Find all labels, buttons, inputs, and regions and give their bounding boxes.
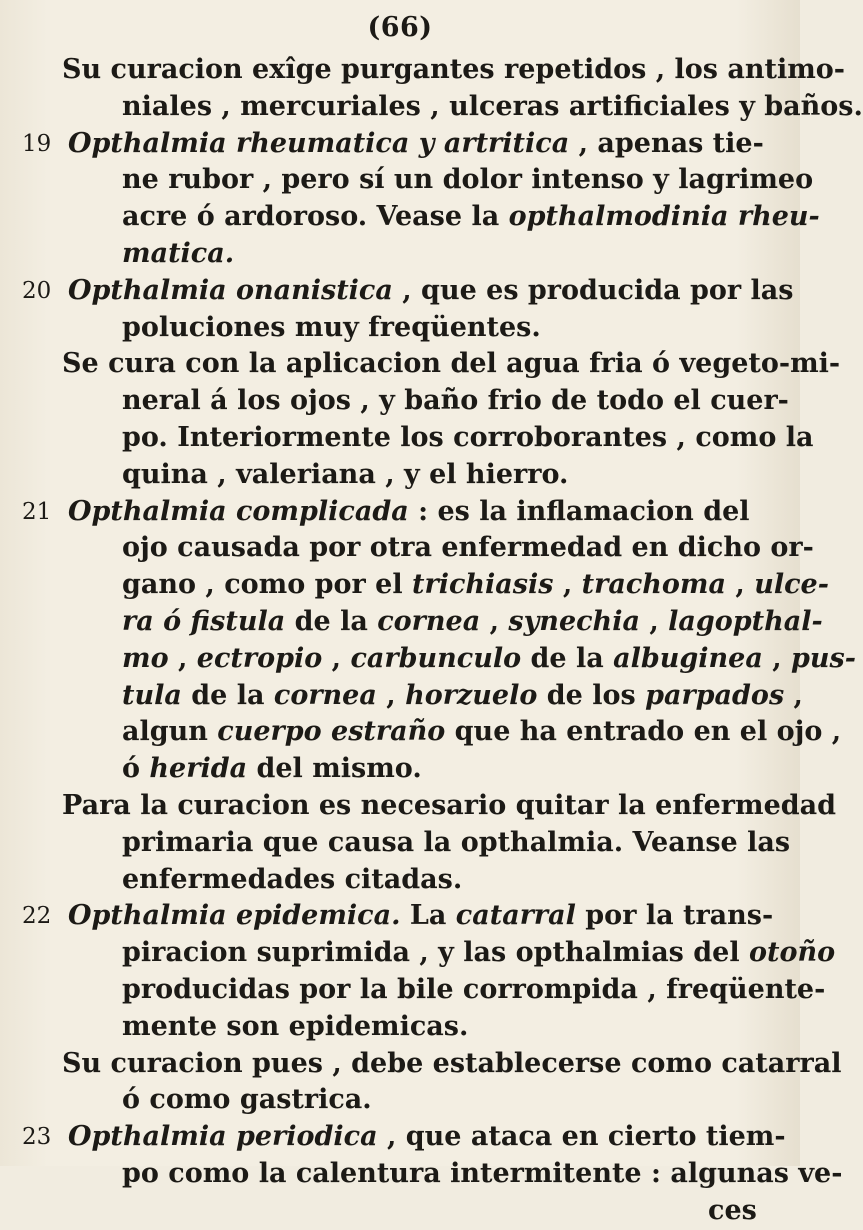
paragraph-number: 23 <box>22 1124 52 1151</box>
text-line <box>0 530 814 567</box>
text-line <box>0 126 800 163</box>
line-text: ra ó fistula de la cornea , synechia , lagopthal- <box>122 605 823 637</box>
text-line <box>0 972 826 1009</box>
line-text: niales , mercuriales , ulceras artificiales y baños. <box>122 90 863 122</box>
line-text: ó herida del mismo. <box>122 753 422 785</box>
text-line <box>0 1046 842 1083</box>
text-line <box>0 641 856 678</box>
text-line <box>0 457 800 494</box>
text-line <box>0 273 800 310</box>
line-text: ces <box>708 1194 757 1226</box>
line-text: Su curacion exîge purgantes repetidos , los antimo- <box>62 54 846 85</box>
line-text: primaria que causa la opthalmia. Veanse las <box>122 826 791 858</box>
text-line <box>0 898 800 935</box>
text-line <box>0 236 800 273</box>
text-line <box>0 1009 800 1046</box>
line-text: mente son epidemicas. <box>122 1010 469 1042</box>
text-line <box>0 1082 800 1119</box>
line-text: Opthalmia rheumatica y artritica , apenas tie- <box>68 127 764 159</box>
line-text: ó como gastrica. <box>122 1084 372 1116</box>
line-text: ojo causada por otra enfermedad en dicho or- <box>122 532 814 564</box>
text-line <box>0 788 836 825</box>
text-line <box>0 494 800 531</box>
text-line <box>0 162 814 199</box>
line-text: mo , ectropio , carbunculo de la albuginea , pus- <box>122 642 856 674</box>
text-line <box>0 346 841 383</box>
page-number-header: (66) <box>367 12 433 43</box>
line-text: producidas por la bile corrompida , freqüente- <box>122 973 826 1005</box>
line-text: Opthalmia complicada : es la inflamacion del <box>68 495 750 527</box>
line-text: matica. <box>122 237 235 269</box>
page-body-text <box>0 52 863 1230</box>
text-line <box>0 199 820 236</box>
line-text: piracion suprimida , y las opthalmias del otoño <box>122 937 836 969</box>
text-line <box>0 862 800 899</box>
text-line <box>0 604 823 641</box>
paragraph-number: 22 <box>22 903 52 930</box>
text-line <box>0 1193 800 1230</box>
line-text: acre ó ardoroso. Vease la opthalmodinia rheu- <box>122 201 820 233</box>
line-text: algun cuerpo estraño que ha entrado en el ojo , <box>122 716 842 748</box>
line-text: ne rubor , pero sí un dolor intenso y lagrimeo <box>122 164 814 196</box>
text-line <box>0 825 800 862</box>
text-line <box>0 52 846 89</box>
text-line <box>0 1156 843 1193</box>
text-line <box>0 751 800 788</box>
line-text: enfermedades citadas. <box>122 863 463 895</box>
text-line <box>0 383 800 420</box>
line-text: tula de la cornea , horzuelo de los parpados , <box>122 679 803 711</box>
text-line <box>0 678 803 715</box>
line-text: Opthalmia periodica , que ataca en cierto tiem- <box>68 1121 786 1153</box>
text-line <box>0 567 829 604</box>
line-text: Se cura con la aplicacion del agua fria ó vegeto-mi- <box>62 348 841 380</box>
line-text: poluciones muy freqüentes. <box>122 311 541 343</box>
text-line <box>0 89 863 126</box>
paragraph-number: 20 <box>22 277 52 304</box>
line-text: neral á los ojos , y baño frio de todo el cuer- <box>122 385 789 417</box>
line-text: Opthalmia onanistica , que es producida por las <box>68 274 794 306</box>
line-text: Su curacion pues , debe establecerse como catarral <box>62 1047 842 1079</box>
line-text: Para la curacion es necesario quitar la enfermedad <box>62 789 836 821</box>
text-line <box>0 935 836 972</box>
text-line <box>0 420 814 457</box>
line-text: po como la calentura intermitente : algunas ve- <box>122 1157 843 1189</box>
line-text: Opthalmia epidemica. La catarral por la trans- <box>68 900 774 932</box>
text-line <box>0 310 800 347</box>
paragraph-number: 19 <box>22 130 52 157</box>
line-text: quina , valeriana , y el hierro. <box>122 458 569 490</box>
paragraph-number: 21 <box>22 498 52 525</box>
line-text: gano , como por el trichiasis , trachoma , ulce- <box>122 569 829 601</box>
text-line <box>0 1119 800 1156</box>
line-text: po. Interiormente los corroborantes , como la <box>122 421 814 453</box>
text-line <box>0 714 842 751</box>
